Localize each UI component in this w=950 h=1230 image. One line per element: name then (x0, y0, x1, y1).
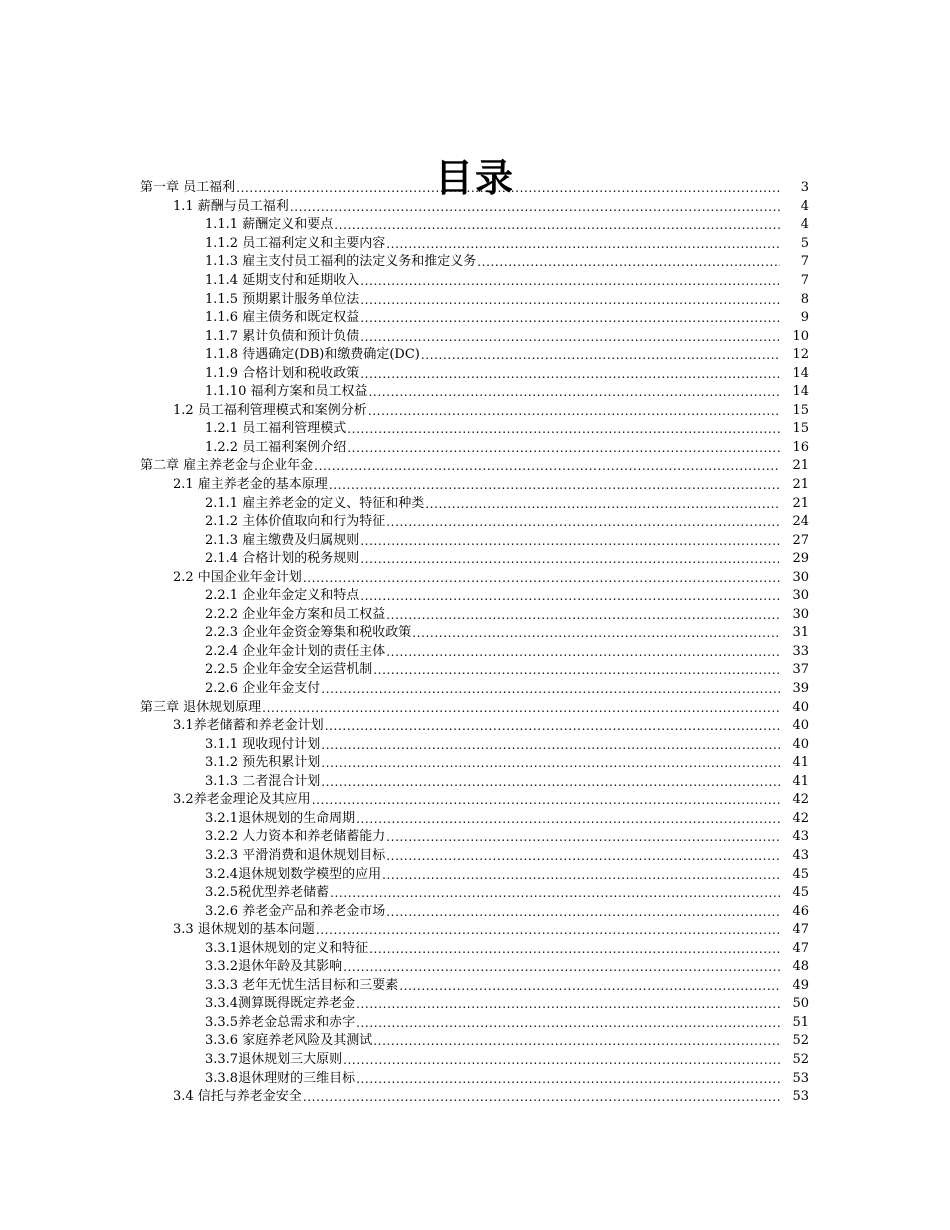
toc-entry-title: 3.3.7退休规划三大原则 (205, 1051, 343, 1067)
toc-entry-title: 2.1.2 主体价值取向和行为特征 (205, 514, 386, 530)
toc-entry-title: 3.2.6 养老金产品和养老金市场 (205, 903, 386, 919)
toc-page-number: 53 (792, 1070, 809, 1086)
toc-entry[interactable] (0, 717, 950, 736)
toc-entry-title: 3.1.1 现收现付计划 (205, 736, 321, 752)
dot-leader (360, 587, 780, 605)
toc-page-number: 4 (800, 217, 809, 233)
toc-entry[interactable] (0, 865, 950, 884)
toc-entry-title: 3.3.1退休规划的定义和特征 (205, 940, 369, 956)
toc-page-number: 33 (792, 643, 809, 659)
toc-entry-title: 第一章 员工福利 (140, 180, 236, 196)
toc-entry[interactable] (0, 513, 950, 532)
table-of-contents (0, 179, 950, 1106)
toc-entry[interactable] (0, 958, 950, 977)
toc-entry[interactable] (0, 606, 950, 625)
dot-leader (368, 383, 780, 401)
dot-leader (368, 402, 780, 420)
toc-entry[interactable] (0, 1051, 950, 1070)
toc-entry[interactable] (0, 531, 950, 550)
toc-entry-title: 2.2.4 企业年金计划的责任主体 (205, 643, 386, 659)
dot-leader (312, 791, 780, 809)
dot-leader (334, 216, 780, 234)
toc-entry[interactable] (0, 884, 950, 903)
toc-entry-title: 3.2.5税优型养老储蓄 (205, 885, 330, 901)
toc-entry-title: 2.1.4 合格计划的税务规则 (205, 551, 360, 567)
toc-entry-title: 3.3 退休规划的基本问题 (173, 922, 315, 938)
toc-page-number: 42 (792, 810, 809, 826)
toc-page-number: 9 (800, 310, 809, 326)
dot-leader (314, 457, 780, 475)
dot-leader (321, 736, 780, 754)
toc-entry[interactable] (0, 550, 950, 569)
dot-leader (347, 420, 780, 438)
dot-leader (386, 606, 780, 624)
dot-leader (360, 328, 780, 346)
toc-page-number: 12 (792, 347, 809, 363)
toc-entry-title: 1.2 员工福利管理模式和案例分析 (173, 402, 367, 418)
dot-leader (386, 235, 780, 253)
toc-page-number: 3 (800, 180, 809, 196)
toc-entry[interactable] (0, 235, 950, 254)
toc-entry[interactable] (0, 253, 950, 272)
toc-entry[interactable] (0, 476, 950, 495)
toc-page-number: 30 (792, 606, 809, 622)
toc-entry[interactable] (0, 346, 950, 365)
dot-leader (236, 179, 780, 197)
toc-entry-title: 1.2.1 员工福利管理模式 (205, 421, 347, 437)
toc-page-number: 29 (792, 551, 809, 567)
toc-entry[interactable] (0, 364, 950, 383)
toc-page-number: 7 (800, 254, 809, 270)
toc-page-number: 41 (792, 773, 809, 789)
toc-entry[interactable] (0, 624, 950, 643)
toc-entry[interactable] (0, 309, 950, 328)
dot-leader (321, 680, 780, 698)
dot-leader (360, 532, 780, 550)
toc-entry[interactable] (0, 568, 950, 587)
toc-page-number: 53 (792, 1089, 809, 1105)
toc-page-number: 40 (792, 699, 809, 715)
toc-page-number: 43 (792, 829, 809, 845)
toc-page-number: 7 (800, 273, 809, 288)
dot-leader (386, 847, 780, 865)
toc-entry[interactable] (0, 383, 950, 402)
dot-leader (303, 569, 780, 587)
toc-page-number: 49 (792, 977, 809, 993)
dot-leader (360, 291, 780, 309)
toc-entry[interactable] (0, 921, 950, 940)
dot-leader (425, 495, 780, 513)
toc-entry[interactable] (0, 216, 950, 235)
toc-entry-title: 1.1.1 薪酬定义和要点 (205, 217, 334, 233)
toc-entry[interactable] (0, 828, 950, 847)
toc-entry-title: 1.1.10 福利方案和员工权益 (205, 384, 368, 400)
toc-entry-title: 第二章 雇主养老金与企业年金 (140, 458, 314, 474)
toc-entry-title: 1.1.8 待遇确定(DB)和缴费确定(DC) (205, 347, 420, 363)
dot-leader (386, 643, 780, 661)
toc-entry-title: 1.1.2 员工福利定义和主要内容 (205, 235, 386, 251)
dot-leader (382, 866, 780, 884)
toc-entry[interactable] (0, 290, 950, 309)
toc-entry[interactable] (0, 995, 950, 1014)
toc-page-number: 15 (792, 421, 809, 437)
dot-leader (262, 699, 780, 717)
toc-entry-title: 3.3.5养老金总需求和赤字 (205, 1014, 356, 1030)
toc-page-number: 15 (792, 402, 809, 418)
toc-page-number: 51 (792, 1014, 809, 1030)
toc-entry-title: 第三章 退休规划原理 (140, 699, 262, 715)
dot-leader (373, 661, 780, 679)
toc-entry[interactable] (0, 198, 950, 217)
toc-entry-title: 3.3.2退休年龄及其影响 (205, 959, 343, 975)
dot-leader (399, 977, 780, 995)
toc-entry[interactable] (0, 939, 950, 958)
toc-entry[interactable] (0, 847, 950, 866)
dot-leader (386, 513, 780, 531)
toc-entry[interactable] (0, 754, 950, 773)
toc-entry-title: 2.2.1 企业年金定义和特点 (205, 588, 360, 604)
toc-entry-title: 3.1养老储蓄和养老金计划 (173, 718, 324, 734)
dot-leader (321, 754, 780, 772)
dot-leader (343, 958, 780, 976)
toc-page-number: 21 (792, 477, 809, 493)
toc-page-number: 14 (792, 384, 809, 400)
toc-entry[interactable] (0, 402, 950, 421)
dot-leader (290, 198, 780, 216)
toc-page-number: 14 (792, 365, 809, 381)
toc-entry-title: 2.1.1 雇主养老金的定义、特征和种类 (205, 495, 425, 511)
toc-page-number: 47 (792, 922, 809, 938)
toc-entry-title: 3.2.3 平滑消费和退休规划目标 (205, 847, 386, 863)
toc-page-number: 30 (792, 588, 809, 604)
toc-page-number: 50 (792, 996, 809, 1012)
toc-page-number: 31 (792, 625, 809, 641)
toc-entry-title: 3.1.3 二者混合计划 (205, 773, 321, 789)
dot-leader (421, 346, 780, 364)
dot-leader (325, 717, 780, 735)
toc-page-number: 45 (792, 885, 809, 901)
toc-entry-title: 2.2.2 企业年金方案和员工权益 (205, 606, 386, 622)
dot-leader (356, 810, 780, 828)
dot-leader (316, 921, 780, 939)
toc-page-number: 40 (792, 718, 809, 734)
toc-entry-title: 3.2.2 人力资本和养老储蓄能力 (205, 829, 386, 845)
dot-leader (356, 1014, 780, 1032)
toc-page-number: 16 (792, 439, 809, 455)
toc-entry-title: 1.1.5 预期累计服务单位法 (205, 291, 360, 307)
toc-entry-title: 2.2.3 企业年金资金筹集和税收政策 (205, 625, 412, 641)
toc-page-number: 8 (800, 291, 809, 307)
dot-leader (321, 773, 780, 791)
toc-page-number: 41 (792, 755, 809, 771)
toc-entry[interactable] (0, 327, 950, 346)
toc-page-number: 46 (792, 903, 809, 919)
dot-leader (360, 550, 780, 568)
toc-page-number: 4 (800, 198, 809, 214)
dot-leader (329, 476, 780, 494)
toc-page-number: 21 (792, 458, 809, 474)
toc-page-number: 10 (792, 328, 809, 344)
toc-entry[interactable] (0, 420, 950, 439)
dot-leader (412, 624, 780, 642)
toc-entry-title: 3.3.8退休理财的三维目标 (205, 1070, 356, 1086)
toc-entry-title: 3.2.4退休规划数学模型的应用 (205, 866, 382, 882)
toc-page-number: 30 (792, 569, 809, 585)
toc-entry-title: 1.1 薪酬与员工福利 (173, 198, 289, 214)
dot-leader (360, 309, 780, 327)
toc-entry-title: 2.2.6 企业年金支付 (205, 681, 321, 697)
dot-leader (386, 903, 780, 921)
toc-entry-title: 1.1.4 延期支付和延期收入 (205, 273, 360, 288)
dot-leader (360, 365, 780, 383)
toc-page-number: 47 (792, 940, 809, 956)
toc-page-number: 43 (792, 847, 809, 863)
toc-entry-title: 3.3.6 家庭养老风险及其测试 (205, 1033, 373, 1049)
toc-page-number: 52 (792, 1033, 809, 1049)
toc-entry[interactable] (0, 977, 950, 996)
toc-entry[interactable] (0, 1014, 950, 1033)
toc-entry[interactable] (0, 810, 950, 829)
toc-entry-title: 3.3.4测算既得既定养老金 (205, 996, 356, 1012)
toc-entry-title: 1.1.6 雇主债务和既定权益 (205, 310, 360, 326)
toc-entry-title: 2.1 雇主养老金的基本原理 (173, 477, 328, 493)
dot-leader (360, 272, 780, 290)
toc-entry[interactable] (0, 698, 950, 717)
toc-entry-title: 1.1.9 合格计划和税收政策 (205, 365, 360, 381)
toc-entry[interactable] (0, 494, 950, 513)
toc-entry[interactable] (0, 773, 950, 792)
toc-page-number: 21 (792, 495, 809, 511)
dot-leader (343, 1051, 780, 1069)
toc-entry[interactable] (0, 1069, 950, 1088)
toc-entry[interactable] (0, 661, 950, 680)
toc-entry[interactable] (0, 179, 950, 198)
toc-entry[interactable] (0, 1088, 950, 1107)
toc-entry-title: 2.2 中国企业年金计划 (173, 569, 302, 585)
toc-page-number: 24 (792, 514, 809, 530)
toc-entry[interactable] (0, 1032, 950, 1051)
toc-page-number: 27 (792, 532, 809, 548)
toc-entry[interactable] (0, 272, 950, 291)
toc-entry[interactable] (0, 791, 950, 810)
dot-leader (356, 1070, 780, 1088)
dot-leader (373, 1032, 780, 1050)
toc-page-number: 52 (792, 1051, 809, 1067)
toc-entry[interactable] (0, 680, 950, 699)
toc-entry-title: 3.2养老金理论及其应用 (173, 792, 311, 808)
dot-leader (477, 253, 780, 271)
dot-leader (356, 995, 780, 1013)
toc-entry[interactable] (0, 735, 950, 754)
toc-entry-title: 3.3.3 老年无忧生活目标和三要素 (205, 977, 399, 993)
toc-entry-title: 3.2.1退休规划的生命周期 (205, 810, 356, 826)
toc-page-number: 37 (792, 662, 809, 678)
toc-page-number: 40 (792, 736, 809, 752)
dot-leader (303, 1088, 780, 1106)
toc-entry[interactable] (0, 439, 950, 458)
toc-entry[interactable] (0, 457, 950, 476)
toc-page-number: 5 (800, 235, 809, 251)
dot-leader (347, 439, 780, 457)
toc-entry[interactable] (0, 643, 950, 662)
toc-entry-title: 3.4 信托与养老金安全 (173, 1089, 302, 1105)
toc-page-number: 42 (792, 792, 809, 808)
toc-page-number: 45 (792, 866, 809, 882)
page-title: 目录 (434, 156, 515, 201)
toc-entry-title: 2.1.3 雇主缴费及归属规则 (205, 532, 360, 548)
dot-leader (386, 828, 780, 846)
dot-leader (330, 884, 780, 902)
toc-entry[interactable] (0, 902, 950, 921)
toc-page-number: 48 (792, 959, 809, 975)
toc-entry-title: 3.1.2 预先积累计划 (205, 755, 321, 771)
toc-page-number: 39 (792, 681, 809, 697)
toc-entry-title: 1.2.2 员工福利案例介绍 (205, 439, 347, 455)
toc-entry-title: 1.1.7 累计负债和预计负债 (205, 328, 360, 344)
dot-leader (369, 940, 780, 958)
toc-entry[interactable] (0, 587, 950, 606)
toc-entry-title: 2.2.5 企业年金安全运营机制 (205, 662, 373, 678)
toc-entry-title: 1.1.3 雇主支付员工福利的法定义务和推定义务 (205, 254, 477, 270)
